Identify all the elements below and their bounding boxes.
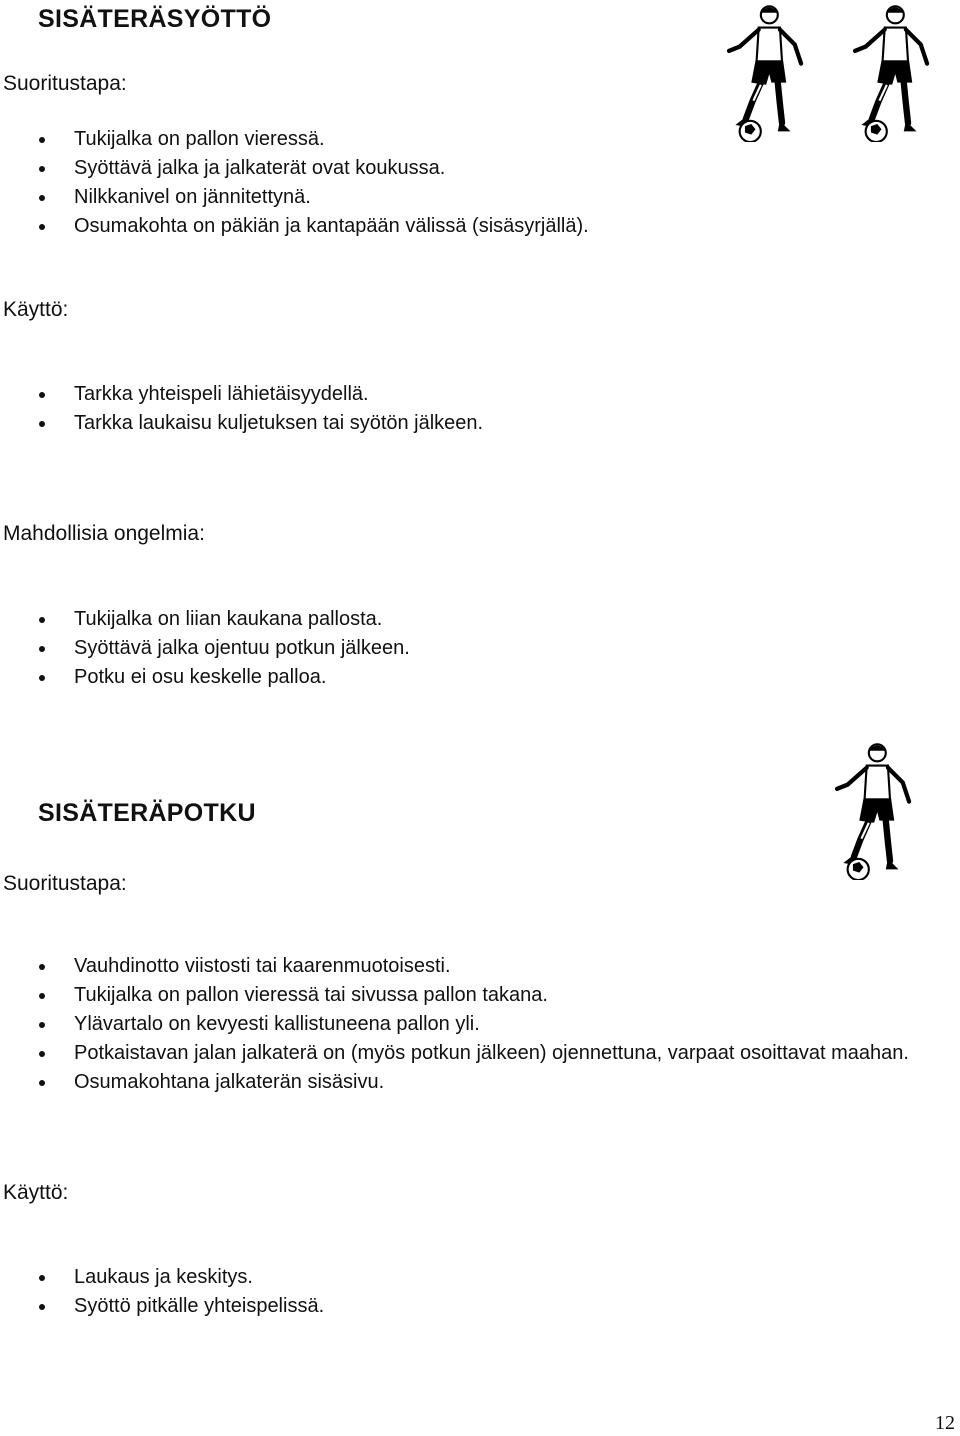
- usage-list: [0, 380, 957, 438]
- soccer-player-icon: [824, 738, 920, 885]
- list-item: Laukaus ja keskitys.: [0, 1263, 957, 1292]
- list-item: Syöttävä jalka ojentuu potkun jälkeen.: [0, 634, 957, 663]
- technique-label: Suoritustapa:: [3, 72, 127, 95]
- list-item: Potku ei osu keskelle palloa.: [0, 663, 957, 692]
- list-item: Vauhdinotto viistosti tai kaarenmuotoisesti.: [0, 952, 957, 981]
- technique-list: [0, 952, 957, 1097]
- list-item: Nilkkanivel on jännitettynä.: [0, 183, 957, 212]
- usage-list: [0, 1263, 957, 1321]
- usage-label: Käyttö:: [3, 1181, 69, 1204]
- list-item: Tarkka yhteispeli lähietäisyydellä.: [0, 380, 957, 409]
- list-item: Potkaistavan jalan jalkaterä on (myös potkun jälkeen) ojennettuna, varpaat osoittavat maahan.: [0, 1039, 957, 1068]
- list-item: Osumakohta on päkiän ja kantapään välissä (sisäsyrjällä).: [0, 212, 957, 241]
- problems-list: [0, 605, 957, 692]
- section-title: SISÄTERÄPOTKU: [38, 799, 256, 827]
- list-item: Tukijalka on liian kaukana pallosta.: [0, 605, 957, 634]
- list-item: Tukijalka on pallon vieressä.: [0, 125, 957, 154]
- problems-label: Mahdollisia ongelmia:: [3, 522, 205, 545]
- page-title: SISÄTERÄSYÖTTÖ: [38, 5, 272, 33]
- technique-label: Suoritustapa:: [3, 872, 127, 895]
- usage-label: Käyttö:: [3, 298, 69, 321]
- list-item: Ylävartalo on kevyesti kallistuneena pallon yli.: [0, 1010, 957, 1039]
- list-item: Syöttö pitkälle yhteispelissä.: [0, 1292, 957, 1321]
- page-number: 12: [935, 1412, 955, 1434]
- list-item: Tukijalka on pallon vieressä tai sivussa pallon takana.: [0, 981, 957, 1010]
- list-item: Tarkka laukaisu kuljetuksen tai syötön jälkeen.: [0, 409, 957, 438]
- technique-list: [0, 125, 957, 241]
- list-item: Osumakohtana jalkaterän sisäsivu.: [0, 1068, 957, 1097]
- list-item: Syöttävä jalka ja jalkaterät ovat koukussa.: [0, 154, 957, 183]
